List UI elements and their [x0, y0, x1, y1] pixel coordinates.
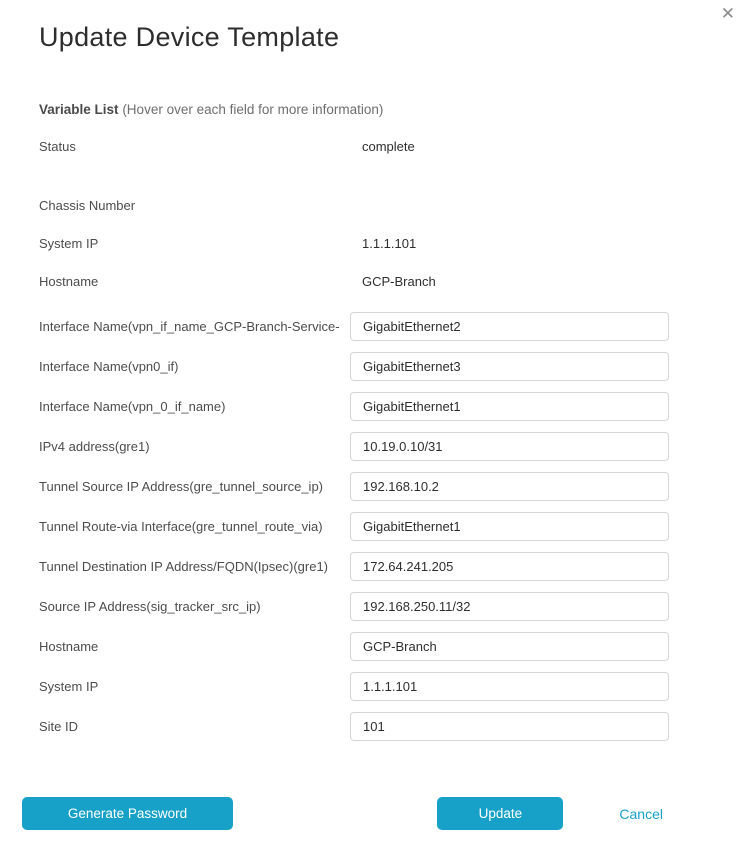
variable-input[interactable]: [350, 552, 669, 581]
variable-list-heading-label: Variable List: [39, 102, 119, 117]
variable-row-input: [39, 472, 752, 501]
row-label: System IP: [39, 236, 99, 251]
variable-input[interactable]: [350, 352, 669, 381]
row-label: Status: [39, 139, 76, 154]
row-label: Hostname: [39, 639, 99, 654]
variable-row-input: [39, 312, 752, 341]
variable-row-input: [39, 632, 752, 661]
row-label: Source IP Address(sig_tracker_src_ip): [39, 599, 261, 614]
variable-row-static: [39, 139, 752, 177]
variable-input[interactable]: [350, 312, 669, 341]
variable-input[interactable]: [350, 592, 669, 621]
generate-password-button[interactable]: Generate Password: [22, 797, 233, 830]
variable-list-heading: [0, 102, 752, 117]
row-label: IPv4 address(gre1): [39, 439, 150, 454]
row-label: System IP: [39, 679, 99, 694]
row-label: Tunnel Destination IP Address/FQDN(Ipsec)(gre1): [39, 559, 329, 574]
row-label: Tunnel Route-via Interface(gre_tunnel_route_via): [39, 519, 323, 534]
row-label: Interface Name(vpn0_if): [39, 359, 179, 374]
variable-list-rows: [0, 139, 752, 741]
variable-input[interactable]: [350, 632, 669, 661]
update-button[interactable]: Update: [437, 797, 563, 830]
variable-input[interactable]: [350, 432, 669, 461]
row-label: Interface Name(vpn_0_if_name): [39, 399, 226, 414]
cancel-link[interactable]: Cancel: [619, 805, 663, 822]
variable-row-input: [39, 712, 752, 741]
variable-input[interactable]: [350, 512, 669, 541]
variable-row-input: [39, 672, 752, 701]
row-value: complete: [362, 139, 415, 154]
variable-row-static: [39, 274, 752, 312]
variable-row-input: [39, 592, 752, 621]
variable-row-input: [39, 392, 752, 421]
close-icon[interactable]: ✕: [720, 4, 735, 23]
variable-list-hint: (Hover over each field for more information): [122, 102, 384, 117]
variable-input[interactable]: [350, 392, 669, 421]
variable-input[interactable]: [350, 472, 669, 501]
row-label: Hostname: [39, 274, 99, 289]
variable-input[interactable]: [350, 672, 669, 701]
row-value: 1.1.1.101: [362, 236, 417, 251]
variable-row-input: [39, 432, 752, 461]
page-title: Update Device Template: [39, 22, 340, 52]
variable-row-static: [39, 198, 752, 236]
row-label: Interface Name(vpn_if_name_GCP-Branch-Service-: [39, 319, 340, 334]
row-label: Tunnel Source IP Address(gre_tunnel_source_ip): [39, 479, 324, 494]
variable-row-input: [39, 352, 752, 381]
row-value: GCP-Branch: [362, 274, 436, 289]
variable-row-static: [39, 236, 752, 274]
dialog-footer: [0, 797, 752, 830]
row-label: Site ID: [39, 719, 79, 734]
variable-row-input: [39, 552, 752, 581]
variable-row-input: [39, 512, 752, 541]
variable-input[interactable]: [350, 712, 669, 741]
row-label: Chassis Number: [39, 198, 136, 213]
